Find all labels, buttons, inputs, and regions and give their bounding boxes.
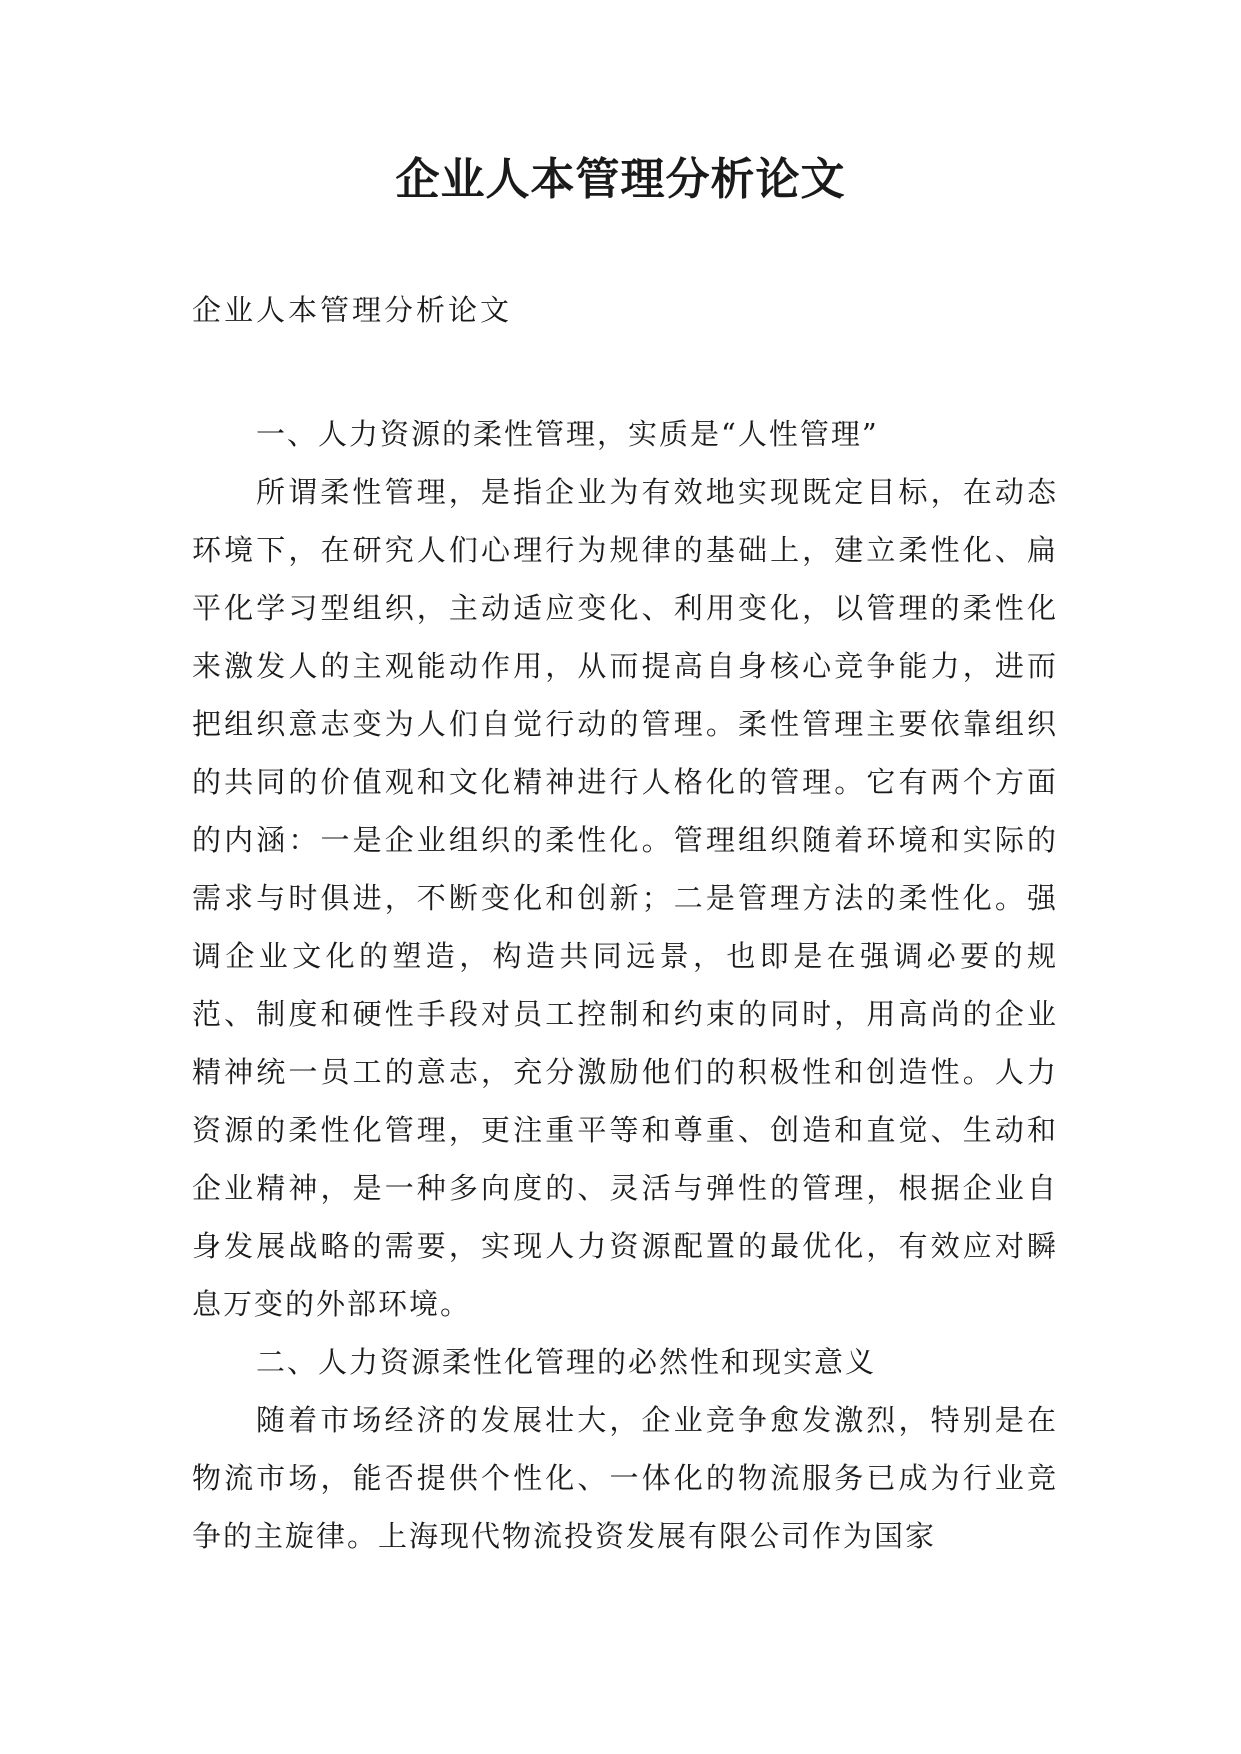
document-subtitle: 企业人本管理分析论文 bbox=[192, 293, 513, 327]
section-1-heading: 一、人力资源的柔性管理，实质是“人性管理” bbox=[256, 417, 879, 451]
document-title: 企业人本管理分析论文 bbox=[395, 154, 846, 205]
section-1-paragraph: 所谓柔性管理，是指企业为有效地实现既定目标，在动态环境下，在研究人们心理行为规律的基础上，建立柔性化、扁平化学习型组织，主动适应变化、利用变化，以管理的柔性化来激发人的主观能动作用，从而提高自身核心竞争能力，进而把组织意志变为人们自觉行动的管理。柔性管理主要依靠组织的共同的价值观和文化精神进行人格化的管理。它有两个方面的内涵：一是企业组织的柔性化。管理组织随着环境和实际的需求与时俱进，不断变化和创新；二是管理方法的柔性化。强调企业文化的塑造，构造共同远景，也即是在强调必要的规范、制度和硬性手段对员工控制和约束的同时，用高尚的企业精神统一员工的意志，充分激励他们的积极性和创造性。人力资源的柔性化管理，更注重平等和尊重、创造和直觉、生动和企业精神，是一种多向度的、灵活与弹性的管理，根据企业自身发展战略的需要，实现人力资源配置的最优化，有效应对瞬息万变的外部环境。 bbox=[192, 475, 1058, 1321]
document-body bbox=[192, 405, 1058, 1565]
section-2-paragraph: 随着市场经济的发展壮大，企业竞争愈发激烈，特别是在物流市场，能否提供个性化、一体化的物流服务已成为行业竞争的主旋律。上海现代物流投资发展有限公司作为国家 bbox=[192, 1403, 1058, 1553]
section-2-heading: 二、人力资源柔性化管理的必然性和现实意义 bbox=[256, 1345, 877, 1379]
